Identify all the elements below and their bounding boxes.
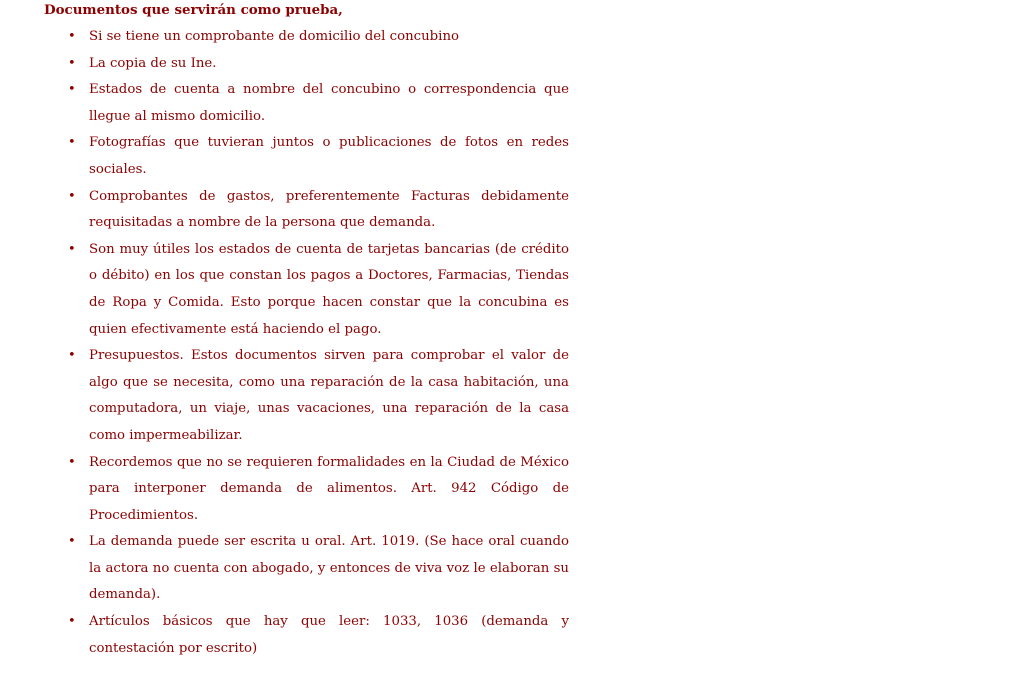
list-item	[0, 529, 569, 609]
list-item-text: Comprobantes de gastos, preferentemente Facturas debidamente requisitadas a nombre de la persona que demanda.	[89, 188, 569, 231]
bullet-icon: •	[68, 188, 76, 204]
bullet-icon: •	[68, 82, 76, 98]
bullet-icon: •	[68, 29, 76, 44]
list-item	[0, 450, 569, 530]
bullet-icon: •	[68, 454, 76, 470]
bullet-icon: •	[68, 55, 76, 71]
list-item-text: Artículos básicos que hay que leer: 1033, 1036 (demanda y contestación por escrito)	[89, 614, 569, 656]
list-item	[0, 24, 569, 51]
list-item-text: Si se tiene un comprobante de domicilio del concubino	[89, 29, 460, 44]
list-item-text: Presupuestos. Estos documentos sirven para comprobar el valor de algo que se necesita, como una reparación de la casa habitación, una computadora, un viaje, unas vacaciones, una reparación de la casa como impermeabilizar.	[89, 348, 569, 443]
list-item-text: La copia de su Ine.	[89, 55, 217, 71]
list-item-text: Fotografías que tuvieran juntos o publicaciones de fotos en redes sociales.	[89, 135, 569, 177]
bullet-icon: •	[68, 241, 76, 257]
list-item	[0, 130, 569, 183]
list-item-text: Estados de cuenta a nombre del concubino o correspondencia que llegue al mismo domicilio.	[89, 82, 569, 124]
bullet-icon: •	[68, 614, 76, 630]
bullet-icon: •	[68, 348, 76, 364]
list-item-text: La demanda puede ser escrita u oral. Art. 1019. (Se hace oral cuando la actora no cuenta con abogado, y entonces de viva voz le elaboran su demanda).	[89, 534, 569, 603]
bullet-icon: •	[68, 534, 76, 550]
list-item	[0, 77, 569, 130]
list-item	[0, 184, 569, 237]
evidence-document-list	[0, 24, 569, 662]
list-item	[0, 343, 569, 449]
list-item-text: Recordemos que no se requieren formalidades en la Ciudad de México para interponer demanda de alimentos. Art. 942 Código de Procedimientos.	[89, 454, 569, 523]
list-item-text: Son muy útiles los estados de cuenta de tarjetas bancarias (de crédito o débito) en los que constan los pagos a Doctores, Farmacias, Tiendas de Ropa y Comida. Esto porque hacen constar que la concubina es quien efectivamente está haciendo el pago.	[89, 241, 569, 337]
bullet-icon: •	[68, 135, 76, 151]
list-item	[0, 51, 569, 78]
list-item	[0, 609, 569, 662]
list-item	[0, 237, 569, 343]
section-heading: Documentos que servirán como prueba,	[44, 2, 343, 18]
